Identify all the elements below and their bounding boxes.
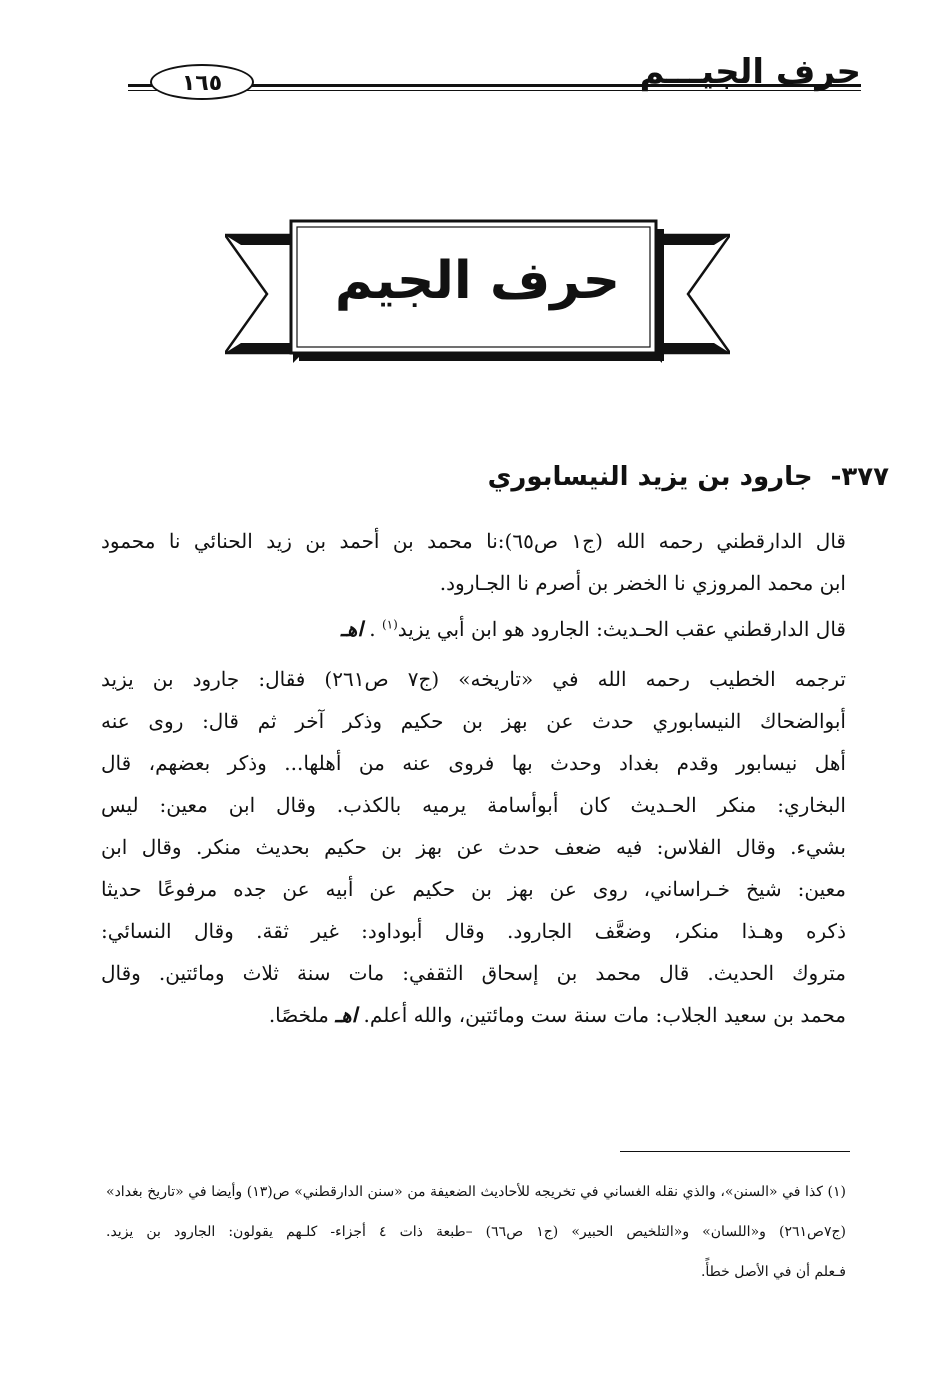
text-span: قال الدارقطني عقب الحـديث: الجارود هو ابن أبي يزيد	[397, 617, 846, 641]
text-span: .	[369, 617, 382, 641]
text-line: بشيء. وقال الفلاس: فيه ضعف حدث عن بهز بن حكيم بحديث منكر. وقال ابن	[101, 835, 846, 859]
text-line	[101, 994, 846, 1036]
text-line: ذكره وهـذا منكر، وضعَّف الجارود. وقال أبوداود: غير ثقة. وقال النسائي:	[101, 919, 846, 943]
ending-mark: اهـ	[335, 1003, 358, 1027]
paragraph	[101, 658, 846, 1036]
main-text	[101, 520, 846, 1036]
text-span: محمد بن سعيد الجلاب: مات سنة ست ومائتين، والله أعلم.	[363, 1003, 846, 1027]
chapter-banner	[225, 205, 730, 375]
paragraph	[101, 608, 846, 650]
text-line	[101, 608, 846, 650]
text-line: أبوالضحاك النيسابوري حدث عن بهز بن حكيم وذكر آخر ثم قال: روى عنه	[101, 709, 846, 733]
footnote-line: (ج٧ص٢٦١) و«اللسان» و«التلخيص الحبير» (ج١ ص٦٦) –طبعة ذات ٤ أجزاء- كلـهم يقولون: الجارود بن يزيد.	[106, 1224, 846, 1240]
header-title: حرف الجيـــم	[639, 52, 861, 92]
page-number: ١٦٥	[150, 64, 254, 100]
text-line: البخاري: منكر الحـديث كان أبوأسامة يرميه بالكذب. وقال ابن معين: ليس	[101, 793, 846, 817]
entry-title: جارود بن يزيد النيسابوري	[487, 462, 813, 492]
text-line: معين: شيخ خـراساني، روى عن بهز بن حكيم عن أبيه عن جده مرفوعًا حديثا	[101, 877, 846, 901]
footnotes	[106, 1172, 846, 1292]
entry-number: ٣٧٧-	[830, 462, 889, 492]
chapter-title: حرف الجيم	[334, 251, 621, 311]
footnote-separator	[620, 1151, 850, 1152]
entry-heading	[49, 462, 889, 492]
text-span: ملخصًا.	[268, 1003, 336, 1027]
footnote-reference: (١)	[381, 617, 398, 632]
text-line: ابن محمد المروزي نا الخضر بن أصرم نا الجـارود.	[439, 571, 846, 595]
text-line: قال الدارقطني رحمه الله (ج١ ص٦٥):نا محمد بن أحمد بن زيد الحنائي نا محمود	[101, 529, 846, 553]
footnote-line: (١) كذا في «السنن»، والذي نقله الغساني في تخريجه للأحاديث الضعيفة من «سنن الدارقطني» ص(١٣) وأيضا في «تاريخ بغداد»	[106, 1184, 846, 1200]
text-line: متروك الحديث. قال محمد بن إسحاق الثقفي: مات سنة ثلاث ومائتين. وقال	[101, 961, 846, 985]
running-header	[0, 0, 939, 110]
text-line: ترجمه الخطيب رحمه الله في «تاريخه» (ج٧ ص٢٦١) فقال: جارود بن يزيد	[101, 667, 846, 691]
paragraph	[101, 520, 846, 604]
footnote-line: فـعلم أن في الأصل خطأً.	[700, 1264, 846, 1280]
text-line: أهل نيسابور وقدم بغداد وحدث بها فروى عنه من أهلها... وذكر بعضهم، قال	[101, 751, 846, 775]
ending-mark: اهـ	[340, 617, 363, 641]
